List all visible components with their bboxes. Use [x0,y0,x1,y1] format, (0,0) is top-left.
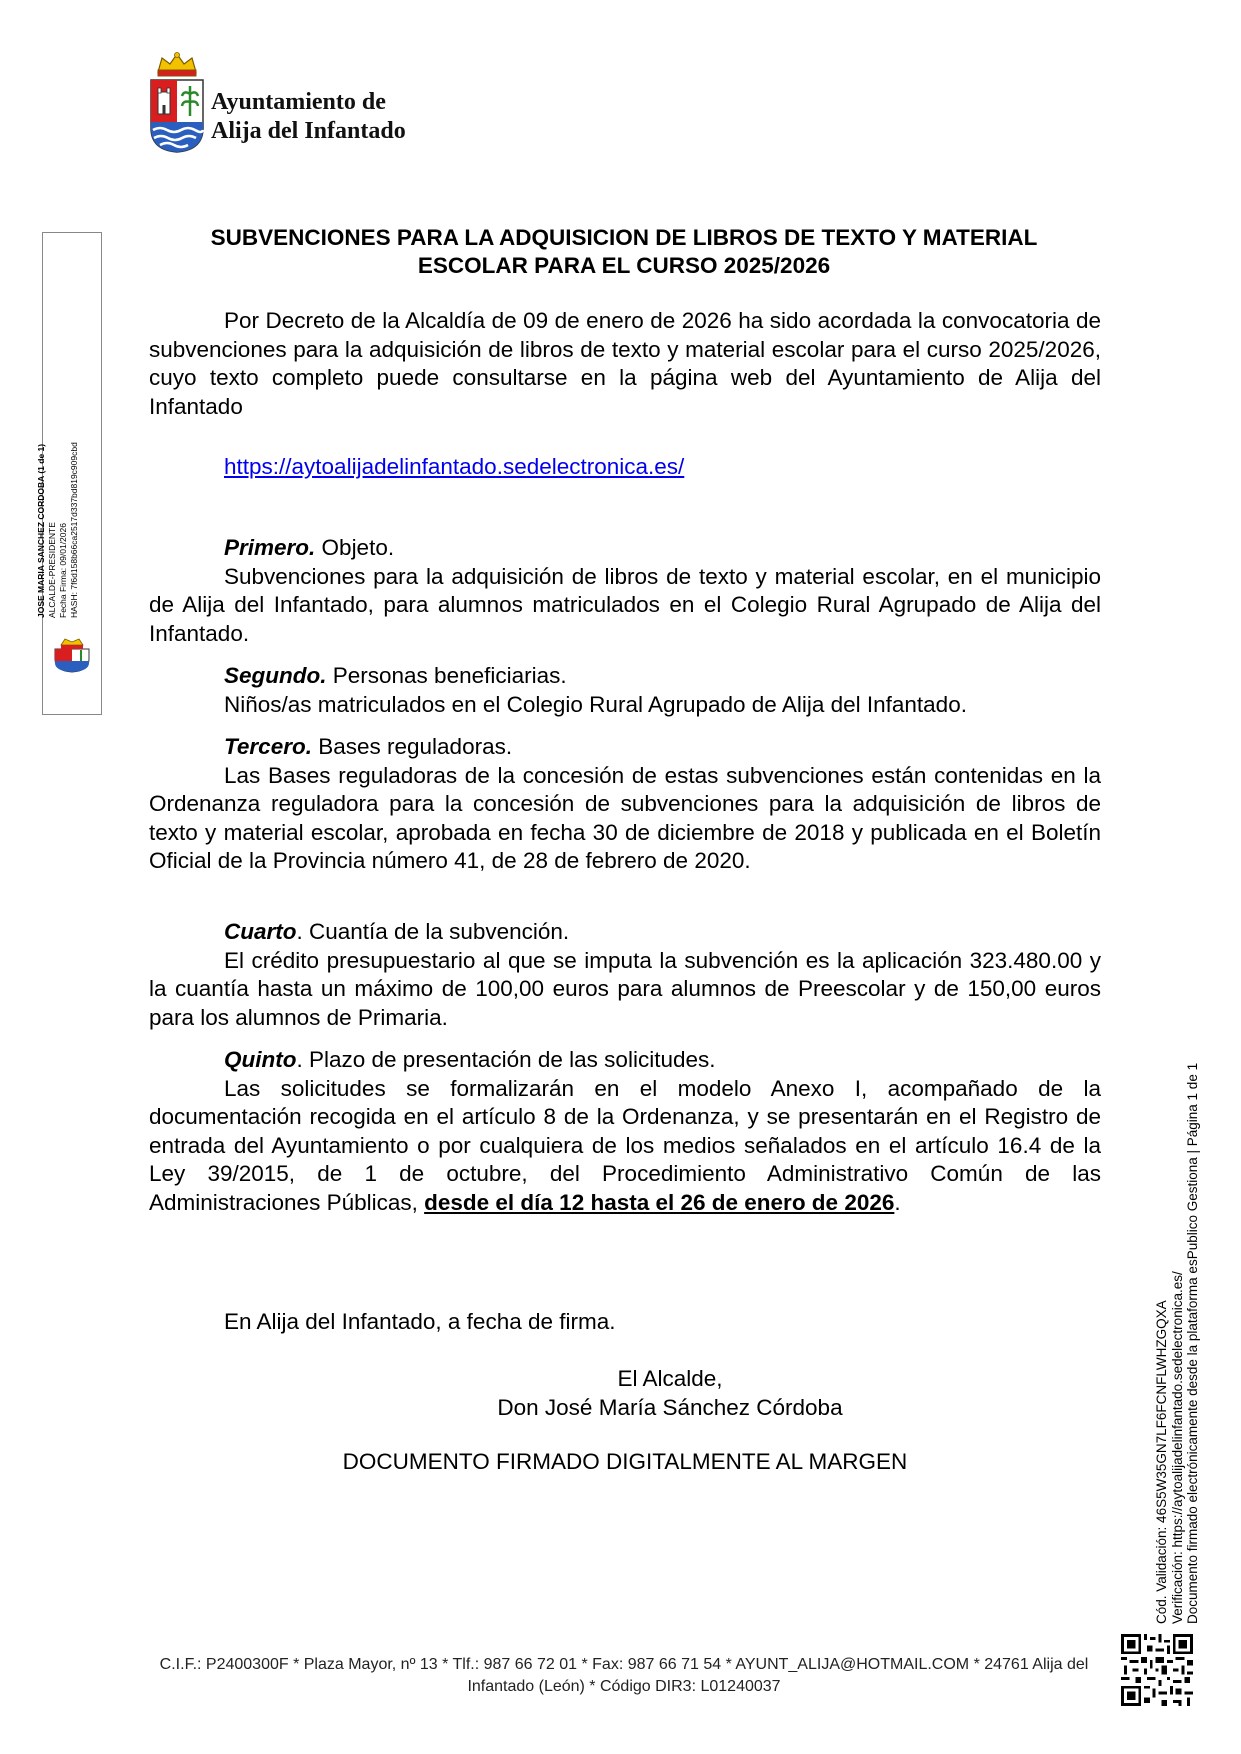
section-heading: Segundo. [224,663,327,688]
org-line-1: Ayuntamiento de [211,89,386,115]
section-heading: Primero. [224,535,316,560]
signatory-block [149,1365,1101,1422]
section-heading: Quinto [224,1047,297,1072]
intro-paragraph: Por Decreto de la Alcaldía de 09 de enero de 2026 ha sido acordada la convocatoria de subvenciones para la adquisición de libros de texto y material escolar para el curso 2025/2026, cuyo texto completo puede consultarse en la página web del Ayuntamiento de Alija del Infantado [149,308,1101,419]
verification-text [1154,1062,1201,1624]
coat-of-arms-logo [148,50,206,153]
organization-name [211,88,406,146]
qr-code-icon[interactable] [1121,1634,1193,1706]
section-primero [149,534,1101,648]
section-heading: Tercero. [224,734,312,759]
section-cuarto [149,918,1101,1032]
title-line-1: SUBVENCIONES PARA LA ADQUISICION DE LIBROS DE TEXTO Y MATERIAL [210,225,1038,250]
section-subject: Bases reguladoras. [311,734,513,759]
section-subject: . Plazo de presentación de las solicitudes. [296,1047,716,1072]
signature-hash: HASH: 7f6d158b66ca2517d337bd819c909cbd [69,442,79,618]
validation-code: Cód. Validación: 46S5W35GN7LF6FCNFLWHZGQXA [1154,1300,1169,1624]
section-tercero [149,733,1101,876]
signature-seal-icon [51,635,93,673]
section-subject: Personas beneficiarias. [326,663,567,688]
signatory-role: El Alcalde, [617,1366,723,1391]
verification-url: Verificación: https://aytoalijadelinfantado.sedelectronica.es/ [1169,1271,1185,1624]
document-title [148,224,1100,280]
page-footer [148,1654,1100,1698]
section-heading: Cuarto [224,919,297,944]
footer-line-2: Infantado (León) * Código DIR3: L01240037 [467,1678,781,1695]
signature-date: Fecha Firma: 09/01/2026 [58,523,68,618]
section-subject: . Cuantía de la subvención. [296,919,570,944]
section-subject: Objeto. [315,535,395,560]
section-text: Las Bases reguladoras de la concesión de estas subvenciones están contenidas en la Ordenanza reguladora para la concesión de subvenciones para la adquisición de libros de texto y material escolar, aprobada en fecha 30 de diciembre de 2018 y publicada en el Boletín Oficial de la Provincia número 41, de 28 de febrero de 2020. [149,762,1101,873]
signatory-name: Don José María Sánchez Córdoba [497,1394,843,1420]
section-text: Niños/as matriculados en el Colegio Rural Agrupado de Alija del Infantado. [224,691,967,717]
section-text-tail: . [894,1189,901,1215]
title-line-2: ESCOLAR PARA EL CURSO 2025/2026 [417,253,831,278]
org-line-2: Alija del Infantado [211,118,406,144]
footer-line-1: C.I.F.: P2400300F * Plaza Mayor, nº 13 * Tlf.: 987 66 72 01 * Fax: 987 66 71 54 * AYUNT_ALIJA@HOTMAIL.COM * 24761 Alija del [159,1656,1089,1673]
signer-role: ALCALDE-PRESIDENTE [47,522,57,618]
section-segundo [149,662,1101,719]
section-quinto [149,1046,1101,1217]
signer-name: JOSE MARIA SANCHEZ CORDOBA (1 de 1) [36,443,46,618]
signature-text [36,418,80,618]
section-text: Subvenciones para la adquisición de libros de texto y material escolar, en el municipio de Alija del Infantado, para alumnos matriculados en el Colegio Rural Agrupado de Alija del Infantado. [149,563,1101,646]
platform-notice: Documento firmado electrónicamente desde la plataforma esPublico Gestiona | Página 1 de 1 [1185,1062,1200,1624]
deadline-text: desde el día 12 hasta el 26 de enero de 2026 [424,1189,895,1215]
website-link[interactable]: https://aytoalijadelinfantado.sedelectronica.es/ [224,454,685,479]
section-text: Las solicitudes se formalizarán en el modelo Anexo I, acompañado de la documentación recogida en el artículo 8 de la Ordenanza, y se presentarán en el Registro de entrada del Ayuntamiento o por cualquiera de los medios señalados en el artículo 16.4 de la Ley 39/2015, de 1 de octubre, del Procedimiento Administrativo Común de las Administraciones Públicas, [149,1075,1101,1215]
digital-signature-notice: DOCUMENTO FIRMADO DIGITALMENTE AL MARGEN [342,1449,908,1474]
section-text: El crédito presupuestario al que se imputa la subvención es la aplicación 323.480.00 y la cuantía hasta un máximo de 100,00 euros para alumnos de Preescolar y de 150,00 euros para los alumnos de Primaria. [149,947,1101,1030]
signature-box [36,232,102,715]
closing-place: En Alija del Infantado, a fecha de firma. [224,1309,616,1334]
